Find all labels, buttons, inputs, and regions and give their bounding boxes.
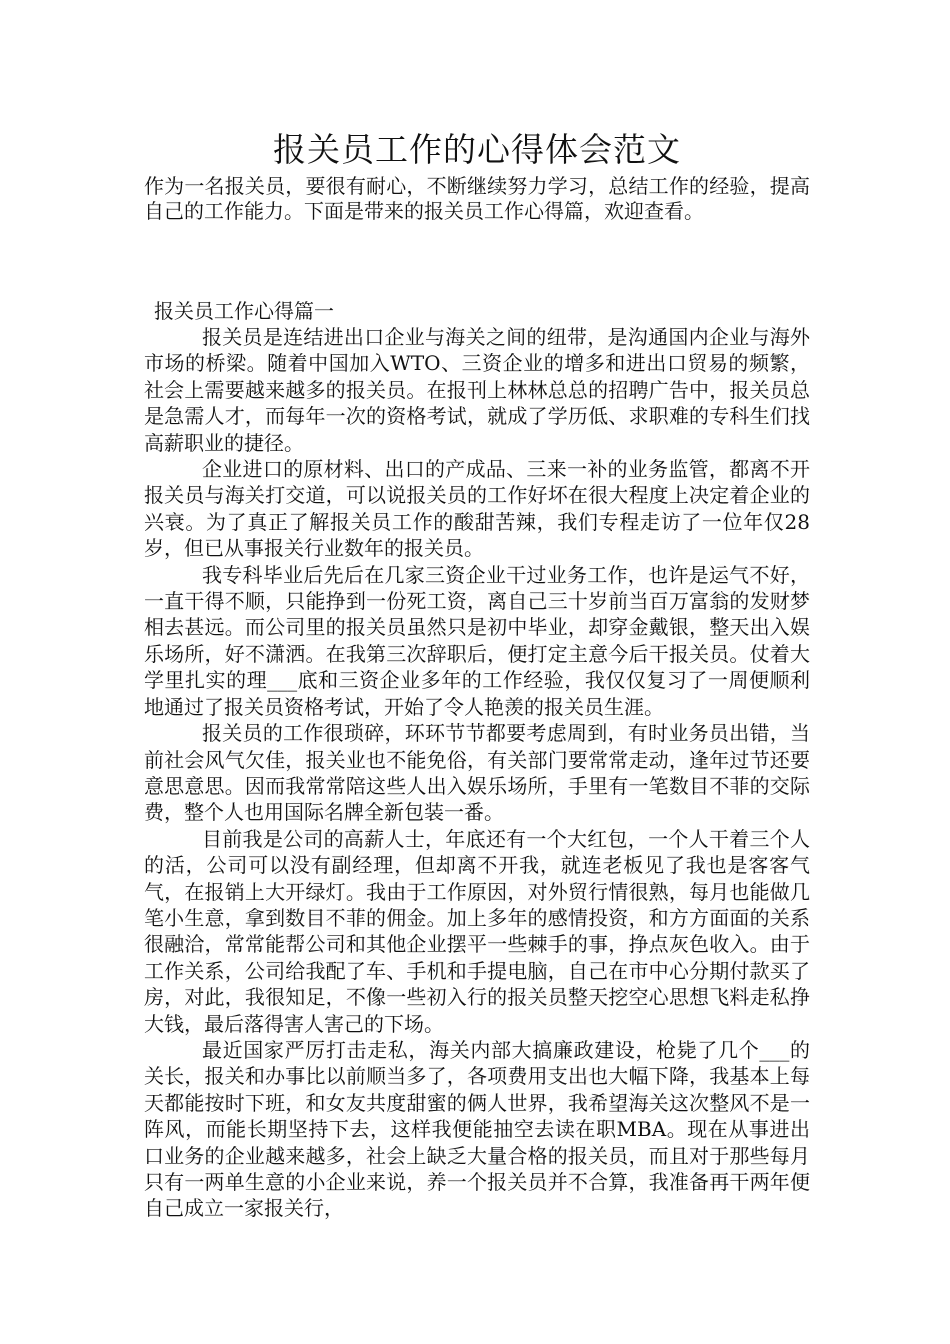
body-paragraph: 报关员的工作很琐碎，环环节节都要考虑周到，有时业务员出错，当前社会风气欠佳，报关业也不能免俗，有关部门要常常走动，逢年过节还要意思意思。因而我常常陪这些人出入娱乐场所，手里有一笔数目不菲的交际费，整个人也用国际名牌全新包装一番。 bbox=[144, 721, 810, 825]
body-paragraph: 最近国家严厉打击走私，海关内部大搞廉政建设，枪毙了几个___的关长，报关和办事比以前顺当多了，各项费用支出也大幅下降，我基本上每天都能按时下班，和女友共度甜蜜的俩人世界，我希望海关这次整风不是一阵风，而能长期坚持下去，这样我便能抽空去读在职MBA。现在从事进出口业务的企业越来越多，社会上缺乏大量合格的报关员，而且对于那些每月只有一两单生意的小企业来说，养一个报关员并不合算，我准备再干两年便自己成立一家报关行， bbox=[144, 1037, 810, 1221]
intro-paragraph: 作为一名报关员，要很有耐心，不断继续努力学习，总结工作的经验，提高自己的工作能力。下面是带来的报关员工作心得篇，欢迎查看。 bbox=[144, 174, 810, 223]
body-paragraph: 目前我是公司的高薪人士，年底还有一个大红包，一个人干着三个人的活，公司可以没有副经理，但却离不开我，就连老板见了我也是客客气气，在报销上大开绿灯。我由于工作原因，对外贸行情很熟，每月也能做几笔小生意，拿到数目不菲的佣金。加上多年的感情投资，和方方面面的关系很融洽，常常能帮公司和其他企业摆平一些棘手的事，挣点灰色收入。由于工作关系，公司给我配了车、手机和手提电脑，自己在市中心分期付款买了房，对此，我很知足，不像一些初入行的报关员整天挖空心思想飞料走私挣大钱，最后落得害人害己的下场。 bbox=[144, 826, 810, 1036]
document-title: 报关员工作的心得体会范文 bbox=[273, 130, 681, 169]
section-heading: 报关员工作心得篇一 bbox=[154, 299, 334, 323]
document-page bbox=[144, 126, 810, 1222]
body-paragraph: 报关员是连结进出口企业与海关之间的纽带，是沟通国内企业与海外市场的桥梁。随着中国加入WTO、三资企业的增多和进出口贸易的频繁，社会上需要越来越多的报关员。在报刊上林林总总的招聘广告中，报关员总是急需人才，而每年一次的资格考试，就成了学历低、求职难的专科生们找高薪职业的捷径。 bbox=[144, 325, 810, 455]
body-paragraph: 企业进口的原材料、出口的产成品、三来一补的业务监管，都离不开报关员与海关打交道，可以说报关员的工作好坏在很大程度上决定着企业的兴衰。为了真正了解报关员工作的酸甜苦辣，我们专程走访了一位年仅28岁，但已从事报关行业数年的报关员。 bbox=[144, 457, 810, 561]
body-paragraph: 我专科毕业后先后在几家三资企业干过业务工作，也许是运气不好，一直干得不顺，只能挣到一份死工资，离自己三十岁前当百万富翁的发财梦相去甚远。而公司里的报关员虽然只是初中毕业，却穿金戴银，整天出入娱乐场所，好不潇洒。在我第三次辞职后，便打定主意今后干报关员。仗着大学里扎实的理___底和三资企业多年的工作经验，我仅仅复习了一周便顺利地通过了报关员资格考试，开始了令人艳羡的报关员生涯。 bbox=[144, 562, 810, 719]
